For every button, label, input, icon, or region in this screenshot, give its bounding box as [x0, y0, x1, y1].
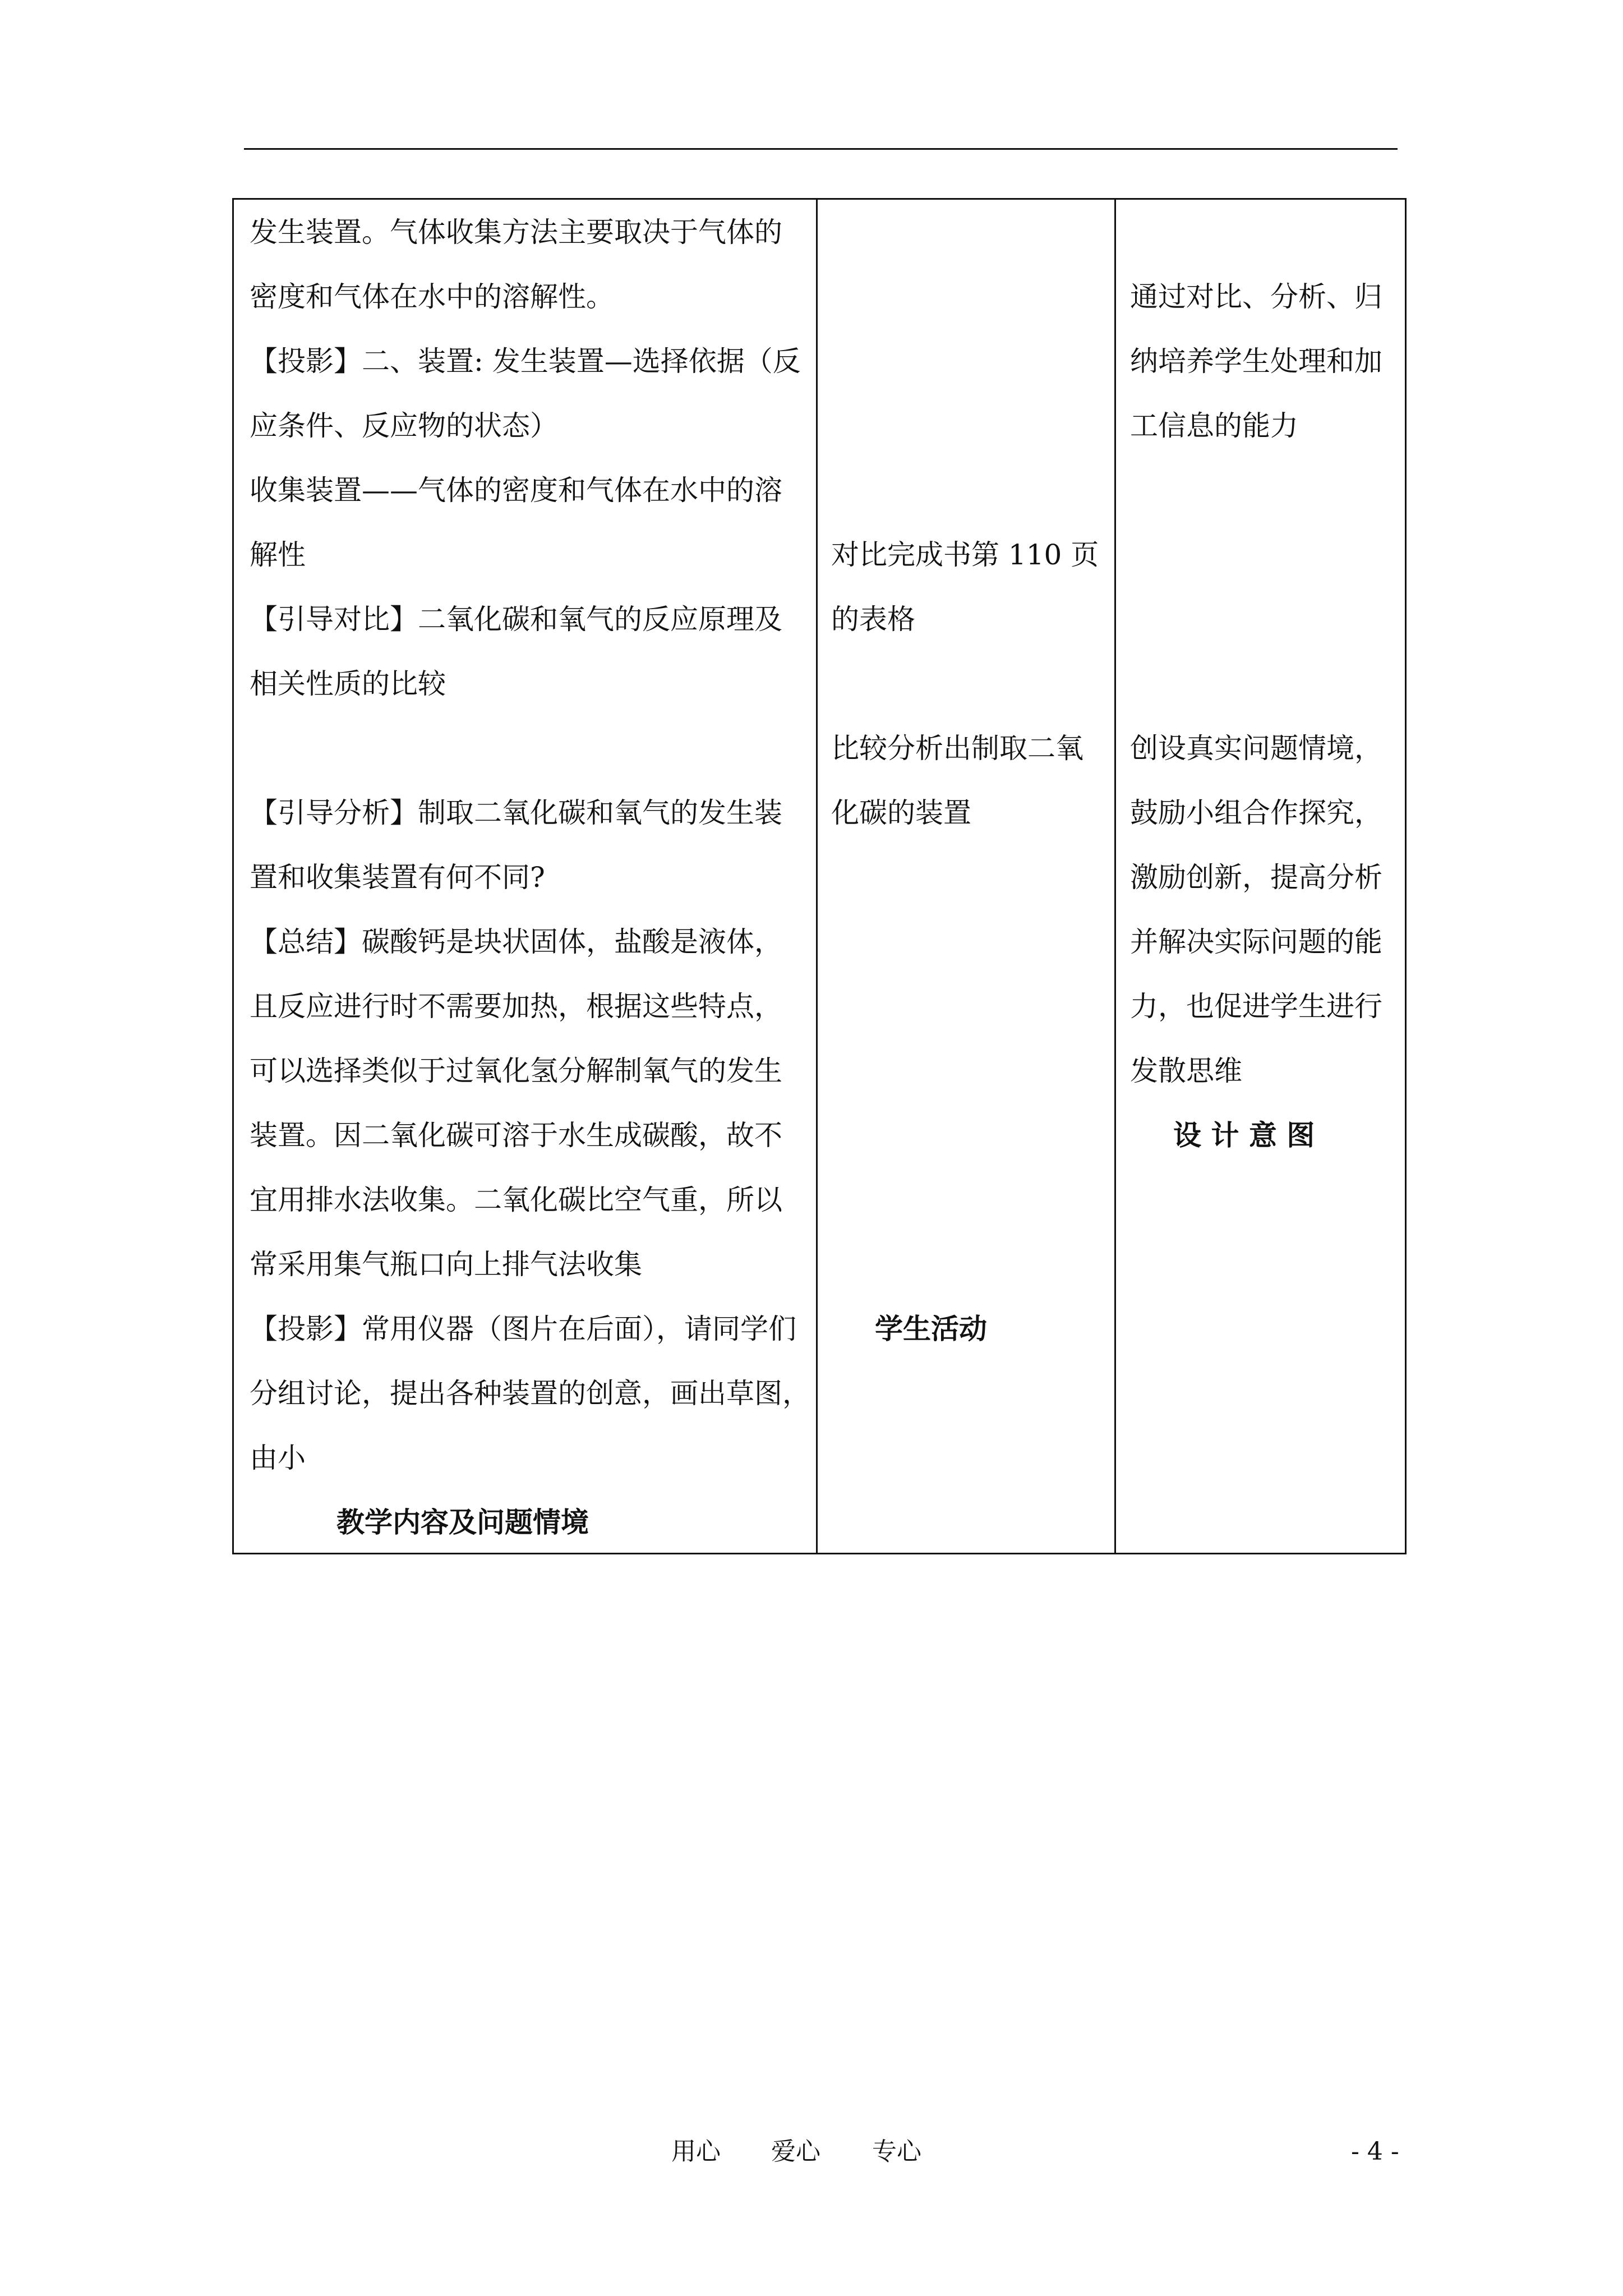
- text-line: 并解决实际问题的能: [1130, 926, 1382, 958]
- header-rule: [244, 148, 1398, 150]
- text-line: 发散思维: [1130, 1055, 1242, 1087]
- column-divider: [1114, 200, 1116, 1553]
- text-line: 分组讨论，提出各种装置的创意，画出草图，: [250, 1377, 810, 1410]
- page-number: - 4 -: [1351, 2137, 1399, 2166]
- text-line: 且反应进行时不需要加热，根据这些特点，: [250, 990, 782, 1023]
- text-line: 纳培养学生处理和加: [1130, 345, 1382, 378]
- text-line: 可以选择类似于过氧化氢分解制氧气的发生: [250, 1055, 782, 1087]
- text-line: 激励创新，提高分析: [1130, 861, 1382, 894]
- text-line: 解性: [250, 539, 306, 571]
- text-line: 收集装置——气体的密度和气体在水中的溶: [250, 474, 782, 507]
- column-divider: [816, 200, 818, 1553]
- text-line: 【投影】二、装置: 发生装置—选择依据（反: [250, 345, 801, 378]
- text-line: 工信息的能力: [1130, 409, 1298, 442]
- text-line: 比较分析出制取二氧: [831, 732, 1083, 765]
- text-line: 相关性质的比较: [250, 668, 446, 700]
- footer-motto: 用心: [671, 2137, 721, 2166]
- text-line: 宜用排水法收集。二氧化碳比空气重，所以: [250, 1184, 782, 1216]
- text-line: 发生装置。气体收集方法主要取决于气体的: [250, 216, 782, 249]
- text-line: 对比完成书第 110 页: [831, 539, 1099, 571]
- text-line: 装置。因二氧化碳可溶于水生成碳酸，故不: [250, 1119, 782, 1152]
- text-line: 【引导分析】制取二氧化碳和氧气的发生装: [250, 797, 782, 829]
- text-line: 的表格: [831, 603, 915, 636]
- column-heading: 学生活动: [875, 1312, 987, 1345]
- text-line: 创设真实问题情境，: [1130, 732, 1382, 765]
- text-line: 【引导对比】二氧化碳和氧气的反应原理及: [250, 603, 782, 636]
- text-line: 化碳的装置: [831, 797, 971, 829]
- text-line: 通过对比、分析、归: [1130, 280, 1382, 313]
- text-line: 【总结】碳酸钙是块状固体，盐酸是液体，: [250, 926, 782, 958]
- footer-motto: 专心: [872, 2137, 921, 2166]
- text-line: 【投影】常用仪器（图片在后面），请同学们: [250, 1313, 796, 1345]
- text-line: 密度和气体在水中的溶解性。: [250, 280, 614, 313]
- column-heading: 教学内容及问题情境: [336, 1506, 589, 1539]
- text-line: 应条件、反应物的状态）: [250, 409, 558, 442]
- text-line: 鼓励小组合作探究，: [1130, 797, 1382, 829]
- footer-motto: 爱心: [771, 2137, 820, 2166]
- column-heading: 设 计 意 图: [1173, 1119, 1315, 1152]
- text-line: 由小: [250, 1442, 306, 1474]
- text-line: 常采用集气瓶口向上排气法收集: [250, 1248, 642, 1281]
- text-line: 力，也促进学生进行: [1130, 990, 1382, 1023]
- text-line: 置和收集装置有何不同?: [250, 861, 545, 894]
